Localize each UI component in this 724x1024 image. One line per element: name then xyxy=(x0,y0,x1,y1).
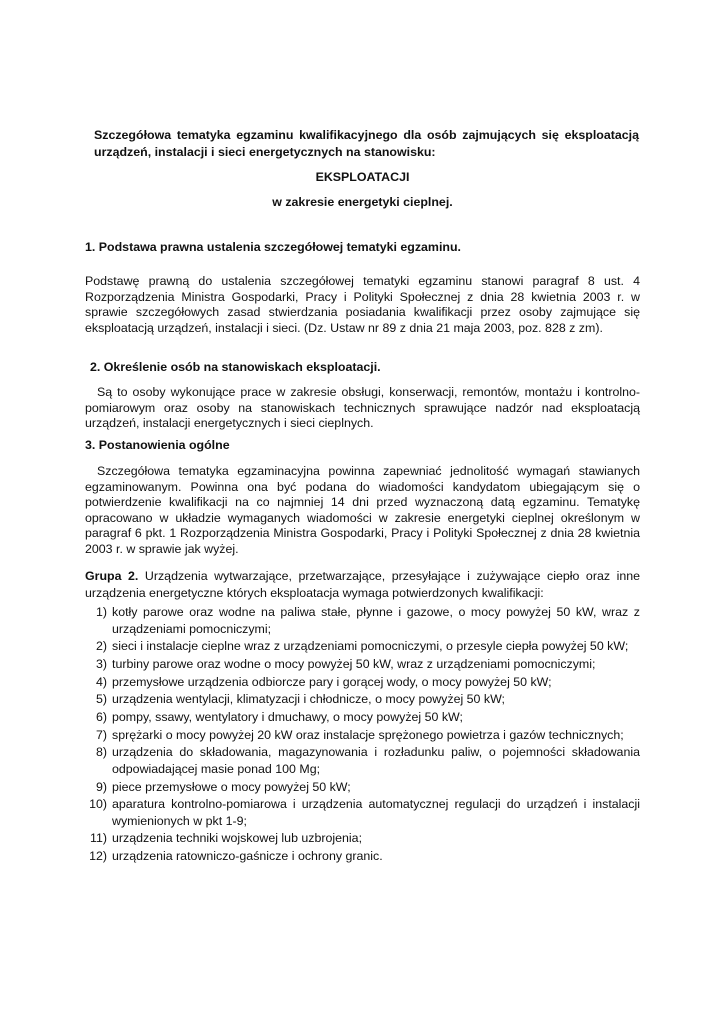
list-item-number: 10) xyxy=(89,797,107,812)
list-item-text: urządzenia ratowniczo-gaśnicze i ochrony granic. xyxy=(112,849,383,864)
list-item-text: sieci i instalacje cieplne wraz z urządzeniami pomocniczymi, o przesyle ciepła powyżej 50 kW; xyxy=(112,639,629,654)
list-item-number: 12) xyxy=(89,849,107,864)
list-item-text: przemysłowe urządzenia odbiorcze pary i gorącej wody, o mocy powyżej 50 kW; xyxy=(112,674,552,689)
list-item-text: sprężarki o mocy powyżej 20 kW oraz instalacje sprężonego powietrza i gazów technicznych; xyxy=(112,727,624,742)
section-1-body: Podstawę prawną do ustalenia szczegółowej tematyki egzaminu stanowi paragraf 8 ust. 4 Rozporządzenia Ministra Gospodarki, Pracy i Polityki Społecznej z dnia 28 kwietnia 2003 r. w sprawie szczegółowych zasad stwierdzania posiadania kwalifikacji przez osoby zajmujące się eksploatacją urządzeń, instalacji i sieci. (Dz. Ustaw nr 89 z dnia 21 maja 2003, poz. 828 z zm). xyxy=(85,274,640,335)
list-item xyxy=(85,779,640,796)
list-item xyxy=(85,796,640,829)
position-name: EKSPLOATACJI xyxy=(315,170,410,184)
list-item xyxy=(85,830,640,847)
section-1-heading: 1. Podstawa prawna ustalenia szczegółowej tematyki egzaminu. xyxy=(85,240,461,254)
list-item xyxy=(85,674,640,691)
list-item-text: kotły parowe oraz wodne na paliwa stałe, płynne i gazowe, o mocy powyżej 50 kW, wraz z urządzeniami pomocniczymi; xyxy=(112,605,640,636)
list-item xyxy=(85,744,640,777)
list-item-number: 9) xyxy=(95,779,107,794)
list-item xyxy=(85,604,640,637)
list-item-text: urządzenia techniki wojskowej lub uzbrojenia; xyxy=(112,831,363,846)
list-item-number: 11) xyxy=(90,831,107,846)
group-label: Grupa 2. xyxy=(85,569,139,583)
section-2-body: Są to osoby wykonujące prace w zakresie obsługi, konserwacji, remontów, montażu i kontrolno-pomiarowym oraz osoby na stanowiskach technicznych sprawujące nadzór nad eksploatacją urządzeń, instalacji energetycznych i sieci cieplnych. xyxy=(85,385,640,431)
list-item-text: urządzenia do składowania, magazynowania i rozładunku paliw, o pojemności składowania odpowiadającej masie ponad 100 Mg; xyxy=(112,745,640,776)
group-intro xyxy=(85,568,640,601)
list-item-text: aparatura kontrolno-pomiarowa i urządzenia automatycznej regulacji do urządzeń i instalacji wymienionych w pkt 1-9; xyxy=(112,797,640,828)
list-item xyxy=(85,709,640,726)
list-item-number: 1) xyxy=(95,605,107,619)
list-item-number: 5) xyxy=(95,692,107,707)
list-item xyxy=(85,848,640,865)
list-item-number: 8) xyxy=(95,745,107,760)
section-3-heading: 3. Postanowienia ogólne xyxy=(85,438,230,452)
list-item-text: piece przemysłowe o mocy powyżej 50 kW; xyxy=(112,779,351,794)
scope-subtitle: w zakresie energetyki cieplnej. xyxy=(272,195,453,209)
list-item-number: 7) xyxy=(95,727,107,742)
group-intro-text: Urządzenia wytwarzające, przetwarzające, przesyłające i zużywające ciepło oraz inne urządzenia energetyczne których eksploatacja wymaga potwierdzonych kwalifikacji: xyxy=(85,569,640,600)
list-item xyxy=(85,656,640,673)
list-item xyxy=(85,727,640,744)
list-item-number: 4) xyxy=(95,674,107,689)
list-item-text: pompy, ssawy, wentylatory i dmuchawy, o mocy powyżej 50 kW; xyxy=(112,709,463,724)
list-item-text: turbiny parowe oraz wodne o mocy powyżej 50 kW, wraz z urządzeniami pomocniczymi; xyxy=(112,656,596,671)
list-item-text: urządzenia wentylacji, klimatyzacji i chłodnicze, o mocy powyżej 50 kW; xyxy=(112,692,505,707)
section-3-body: Szczegółowa tematyka egzaminacyjna powinna zapewniać jednolitość wymagań stawianych egzaminowanym. Powinna ona być podana do wiadomości kandydatom ubiegającym się o potwierdzenie kwalifikacji na co najmniej 14 dni przed wyznaczoną datą egzaminu. Tematykę opracowano w układzie wymaganych wiadomości w zakresie energetyki cieplnej określonym w paragraf 6 pkt. 1 Rozporządzenia Ministra Gospodarki, Pracy i Polityki Społecznej z dnia 28 kwietnia 2003 r. w sprawie jak wyżej. xyxy=(85,464,640,556)
list-item-number: 3) xyxy=(95,656,107,671)
device-list xyxy=(85,604,640,866)
list-item-number: 2) xyxy=(95,639,107,654)
list-item-number: 6) xyxy=(95,709,107,724)
section-2-heading: 2. Określenie osób na stanowiskach eksploatacji. xyxy=(90,360,381,374)
list-item xyxy=(85,638,640,655)
document-title: Szczegółowa tematyka egzaminu kwalifikacyjnego dla osób zajmujących się eksploatacją urządzeń, instalacji i sieci energetycznych na stanowisku: xyxy=(94,128,639,159)
list-item xyxy=(85,691,640,708)
